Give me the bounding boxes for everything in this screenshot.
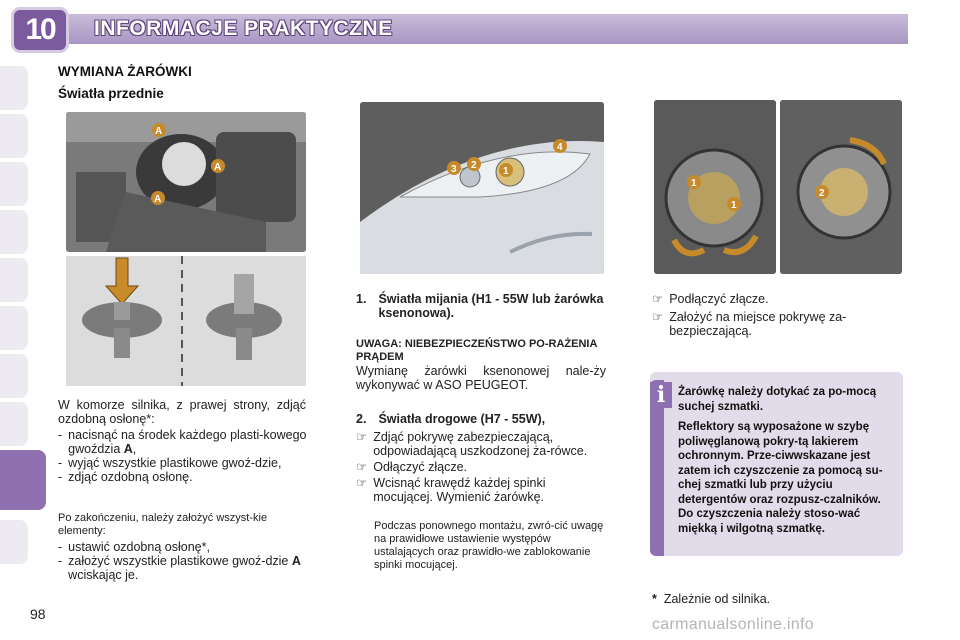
side-tab[interactable] [0,162,28,206]
hand-pointer-icon: ☞ [652,292,664,306]
hand-pointer-icon: ☞ [652,310,664,324]
removal-steps [58,428,308,484]
after-intro: Po zakończeniu, należy założyć wszyst-kie elementy: [58,512,268,537]
image-label: 3 [451,164,457,175]
list-item: ☞ Odłączyć złącze. [356,460,467,474]
side-tab-active[interactable] [0,450,46,510]
list-item: ☞ Podłączyć złącze. [652,292,769,306]
side-tab[interactable] [0,354,28,398]
side-tab[interactable] [0,306,28,350]
warning-text: Wymianę żarówki ksenonowej nale-ży wykonywać w ASO PEUGEOT. [356,364,606,392]
page-title: INFORMACJE PRAKTYCZNE [94,17,393,40]
info-paragraph: Reflektory są wyposażone w szybę poliwęglanową pokry-tą lakierem ochronnym. Prze-ciwwskazane jest zatem ich czyszczenie za pomocą su-chej szmatki lub przy użyciu detergentów oraz rozpusz-czalników. [678,421,883,506]
side-tab[interactable] [0,258,28,302]
reassembly-note: Podczas ponownego montażu, zwró-cić uwagę na prawidłowe ustawienie występów ustalających oraz prawidło-we zablokowanie spinki mocującej. [374,520,604,571]
side-tab[interactable] [0,66,28,110]
list-item: - założyć wszystkie plastikowe gwoź-dzie A wciskając je. [58,554,301,582]
item-low-beam: 1. Światła mijania (H1 - 55W lub żarówka ksenonowa). [356,292,604,320]
image-label: A [214,162,222,173]
image-label: 1 [731,200,737,211]
plastic-rivet-diagram [66,256,306,386]
list-item: - nacisnąć na środek każdego plasti-kowego gwoździa A, [58,428,307,456]
side-tab[interactable] [0,520,28,564]
footnote: * Zależnie od silnika. [652,592,771,606]
image-label: 4 [557,142,563,153]
info-icon: i [650,382,672,408]
image-label: 2 [471,160,477,171]
hand-pointer-icon: ☞ [356,430,368,444]
list-item: - ustawić ozdobną osłonę*, [58,540,210,554]
image-label: 1 [691,178,697,189]
bulb-socket-image-right [780,100,902,274]
headlamp-image [360,102,604,274]
list-item: ☞ Zdjąć pokrywę zabezpieczającą, odpowiadającą uszkodzonej ża-rówce. [356,430,588,458]
intro-text: W komorze silnika, z prawej strony, zdjąć ozdobną osłonę*: [58,398,306,426]
image-label: A [154,194,162,205]
high-beam-steps [356,430,608,504]
info-paragraph: Żarówkę należy dotykać za po-mocą suchej szmatki. [678,386,877,413]
side-tab[interactable] [0,114,28,158]
refit-steps [58,540,308,582]
list-item: - zdjąć ozdobną osłonę. [58,470,193,484]
item-high-beam: 2. Światła drogowe (H7 - 55W), [356,412,546,426]
list-item: ☞ Wcisnąć krawędź każdej spinki mocującej. Wymienić żarówkę. [356,476,546,504]
watermark: carmanualsonline.info [652,616,814,633]
image-label: 2 [819,188,825,199]
page-number: 98 [30,606,46,622]
side-tab[interactable] [0,402,28,446]
refit-socket-steps [652,292,904,338]
chapter-number: 10 [14,10,66,50]
engine-bay-image [66,112,306,252]
list-item: - wyjąć wszystkie plastikowe gwoź-dzie, [58,456,282,470]
image-label: 1 [503,166,509,177]
section-title: WYMIANA ŻARÓWKI [58,64,192,79]
bulb-socket-image-left [654,100,776,274]
image-label: A [155,126,163,137]
hand-pointer-icon: ☞ [356,460,368,474]
warning-title: UWAGA: NIEBEZPIECZEŃSTWO PO-RAŻENIA PRĄDEM [356,338,597,363]
side-tab[interactable] [0,210,28,254]
list-item: ☞ Założyć na miejsce pokrywę za-bezpieczającą. [652,310,847,338]
info-paragraph: Do czyszczenia należy stoso-wać miękką i wilgotną szmatkę. [678,508,861,535]
info-text [678,385,898,536]
hand-pointer-icon: ☞ [356,476,368,490]
section-subtitle: Światła przednie [58,86,164,101]
